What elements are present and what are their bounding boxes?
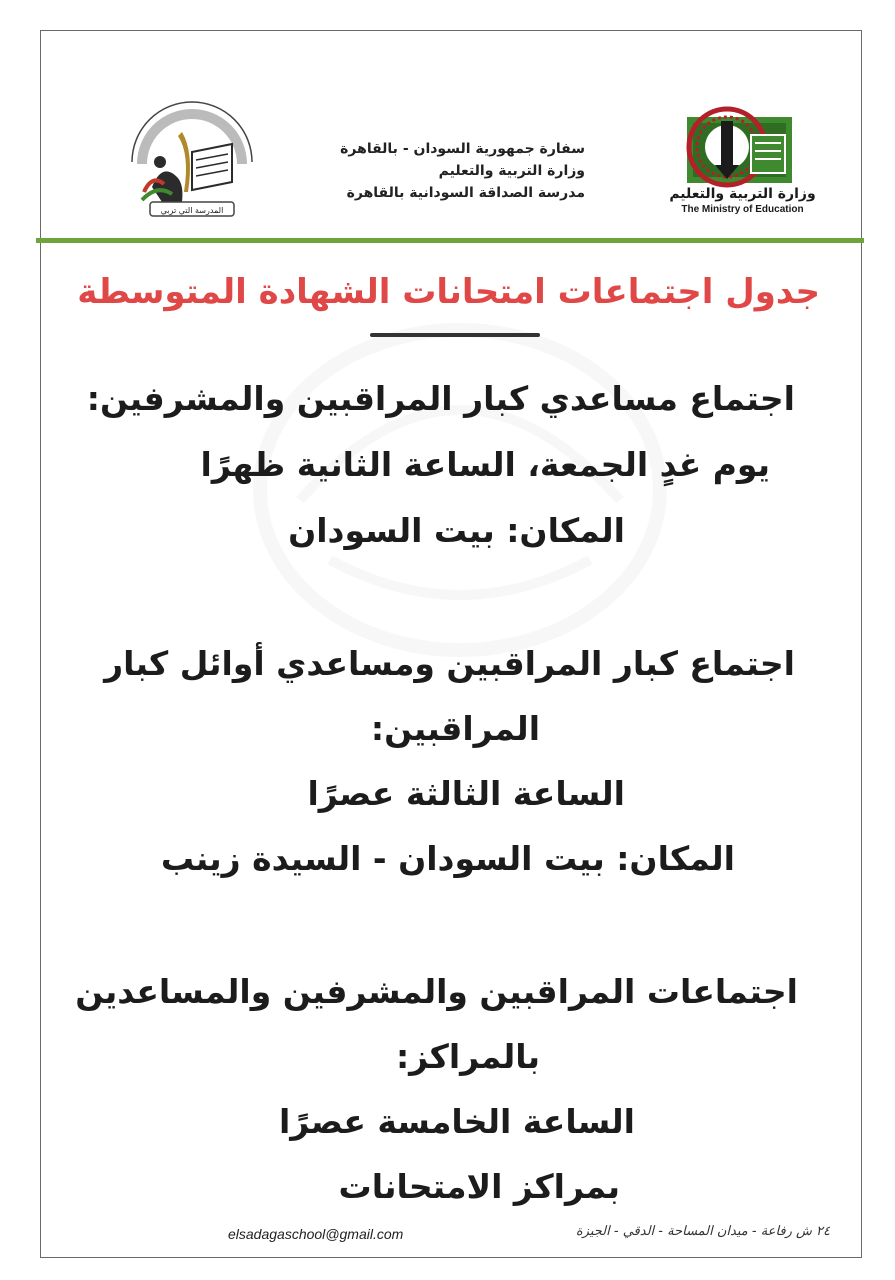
footer-email: elsadagaschool@gmail.com (228, 1226, 404, 1242)
embassy-line: سفارة جمهورية السودان - بالقاهرة (340, 141, 585, 157)
footer-address: ٢٤ ش رفاعة - ميدان المساحة - الدقي - الجيزة (575, 1224, 830, 1239)
school-logo-banner: المدرسة التي تربي (160, 206, 224, 215)
meeting3-location: بمراكز الامتحانات (338, 1167, 620, 1206)
header-divider (36, 238, 864, 243)
meeting2-heading-cont: المراقبين: (370, 709, 540, 748)
page-title: جدول اجتماعات امتحانات الشهادة المتوسطة (77, 272, 820, 312)
school-logo (122, 92, 262, 227)
letterhead (300, 138, 585, 204)
meeting3-heading-cont: بالمراكز: (395, 1037, 540, 1076)
ministry-caption-arabic: وزارة التربية والتعليم (669, 186, 816, 202)
meeting1-location: المكان: بيت السودان (288, 511, 625, 550)
ministry-line: وزارة التربية والتعليم (438, 163, 585, 179)
school-line: مدرسة الصداقة السودانية بالقاهرة (346, 185, 585, 201)
meeting2-time: الساعة الثالثة عصرًا (307, 774, 625, 813)
watermark-emblem (180, 300, 740, 680)
meeting1-heading: اجتماع مساعدي كبار المراقبين والمشرفين: (86, 379, 795, 418)
meeting3-time: الساعة الخامسة عصرًا (278, 1102, 635, 1141)
meeting3-heading: اجتماعات المراقبين والمشرفين والمساعدين (75, 972, 798, 1011)
meeting1-time: يوم غدٍ الجمعة، الساعة الثانية ظهرًا (200, 445, 770, 484)
title-underline (370, 333, 540, 337)
meeting2-heading: اجتماع كبار المراقبين ومساعدي أوائل كبار (104, 644, 795, 683)
ministry-caption-english: The Ministry of Education (681, 204, 804, 215)
meeting2-location: المكان: بيت السودان - السيدة زينب (160, 839, 735, 878)
